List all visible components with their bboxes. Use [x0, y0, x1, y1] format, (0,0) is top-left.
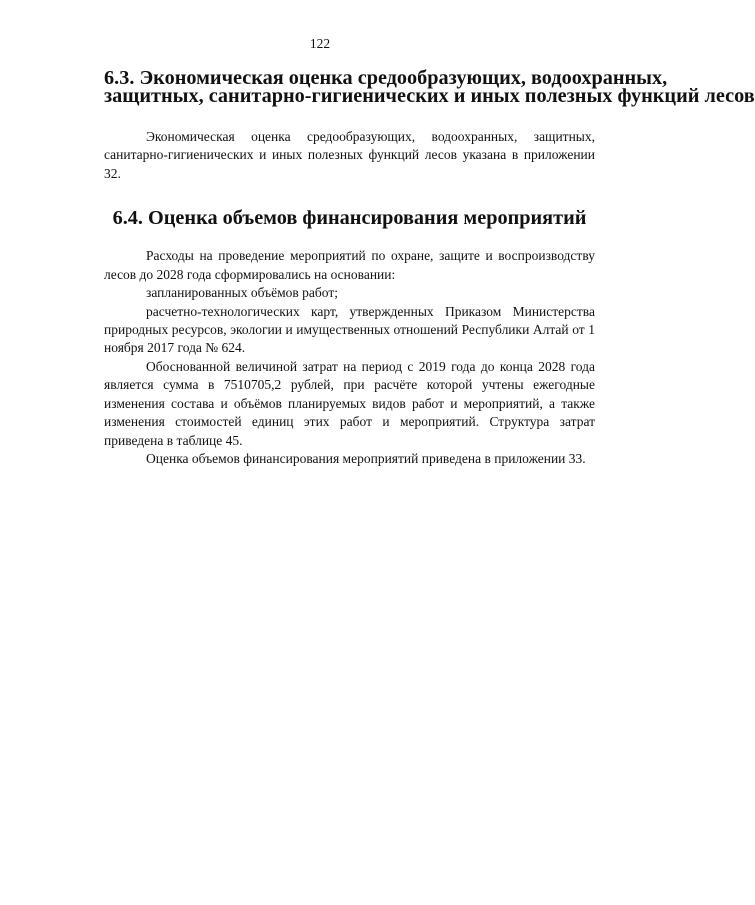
section-6-4-paragraph-planned-volumes: запланированных объёмов работ; — [146, 285, 339, 301]
section-6-4-paragraph-technology-maps: расчетно-технологических карт, утвержденных Приказом Министерства природных ресурсов, экологии и имущественных отношений Республики Алтай от 1 ноября 2017 года № 624. — [104, 303, 595, 356]
section-6-3-heading-line-2: защитных, санитарно-гигиенических и иных полезных функций лесов — [104, 85, 755, 108]
section-6-4-paragraph-financing-assessment: Оценка объемов финансирования мероприятий приведена в приложении 33. — [146, 450, 586, 466]
page-content — [104, 67, 755, 468]
section-6-3-heading-line-1: 6.3. Экономическая оценка средообразующих, водоохранных, — [104, 67, 668, 89]
section-6-4-paragraph-expenses-basis: Расходы на проведение мероприятий по охране, защите и воспроизводству лесов до 2028 года сформировались на основании: — [104, 248, 595, 282]
section-6-3-paragraph: Экономическая оценка средообразующих, водоохранных, защитных, санитарно-гигиенических и иных полезных функций лесов указана в приложении 32. — [104, 128, 595, 181]
section-6-3-heading — [104, 67, 755, 108]
page-number: 122 — [309, 36, 331, 51]
section-6-4-paragraph-justified-costs: Обоснованной величиной затрат на период с 2019 года до конца 2028 года является сумма в 7510705,2 рублей, при расчёте которой учтены ежегодные изменения состава и объёмов планируемых видов работ и мероприятий, а также изменения стоимостей единиц этих работ и мероприятий. Структура затрат приведена в таблице 45. — [104, 358, 595, 448]
section-6-4-heading: 6.4. Оценка объемов финансирования мероприятий — [112, 207, 587, 230]
